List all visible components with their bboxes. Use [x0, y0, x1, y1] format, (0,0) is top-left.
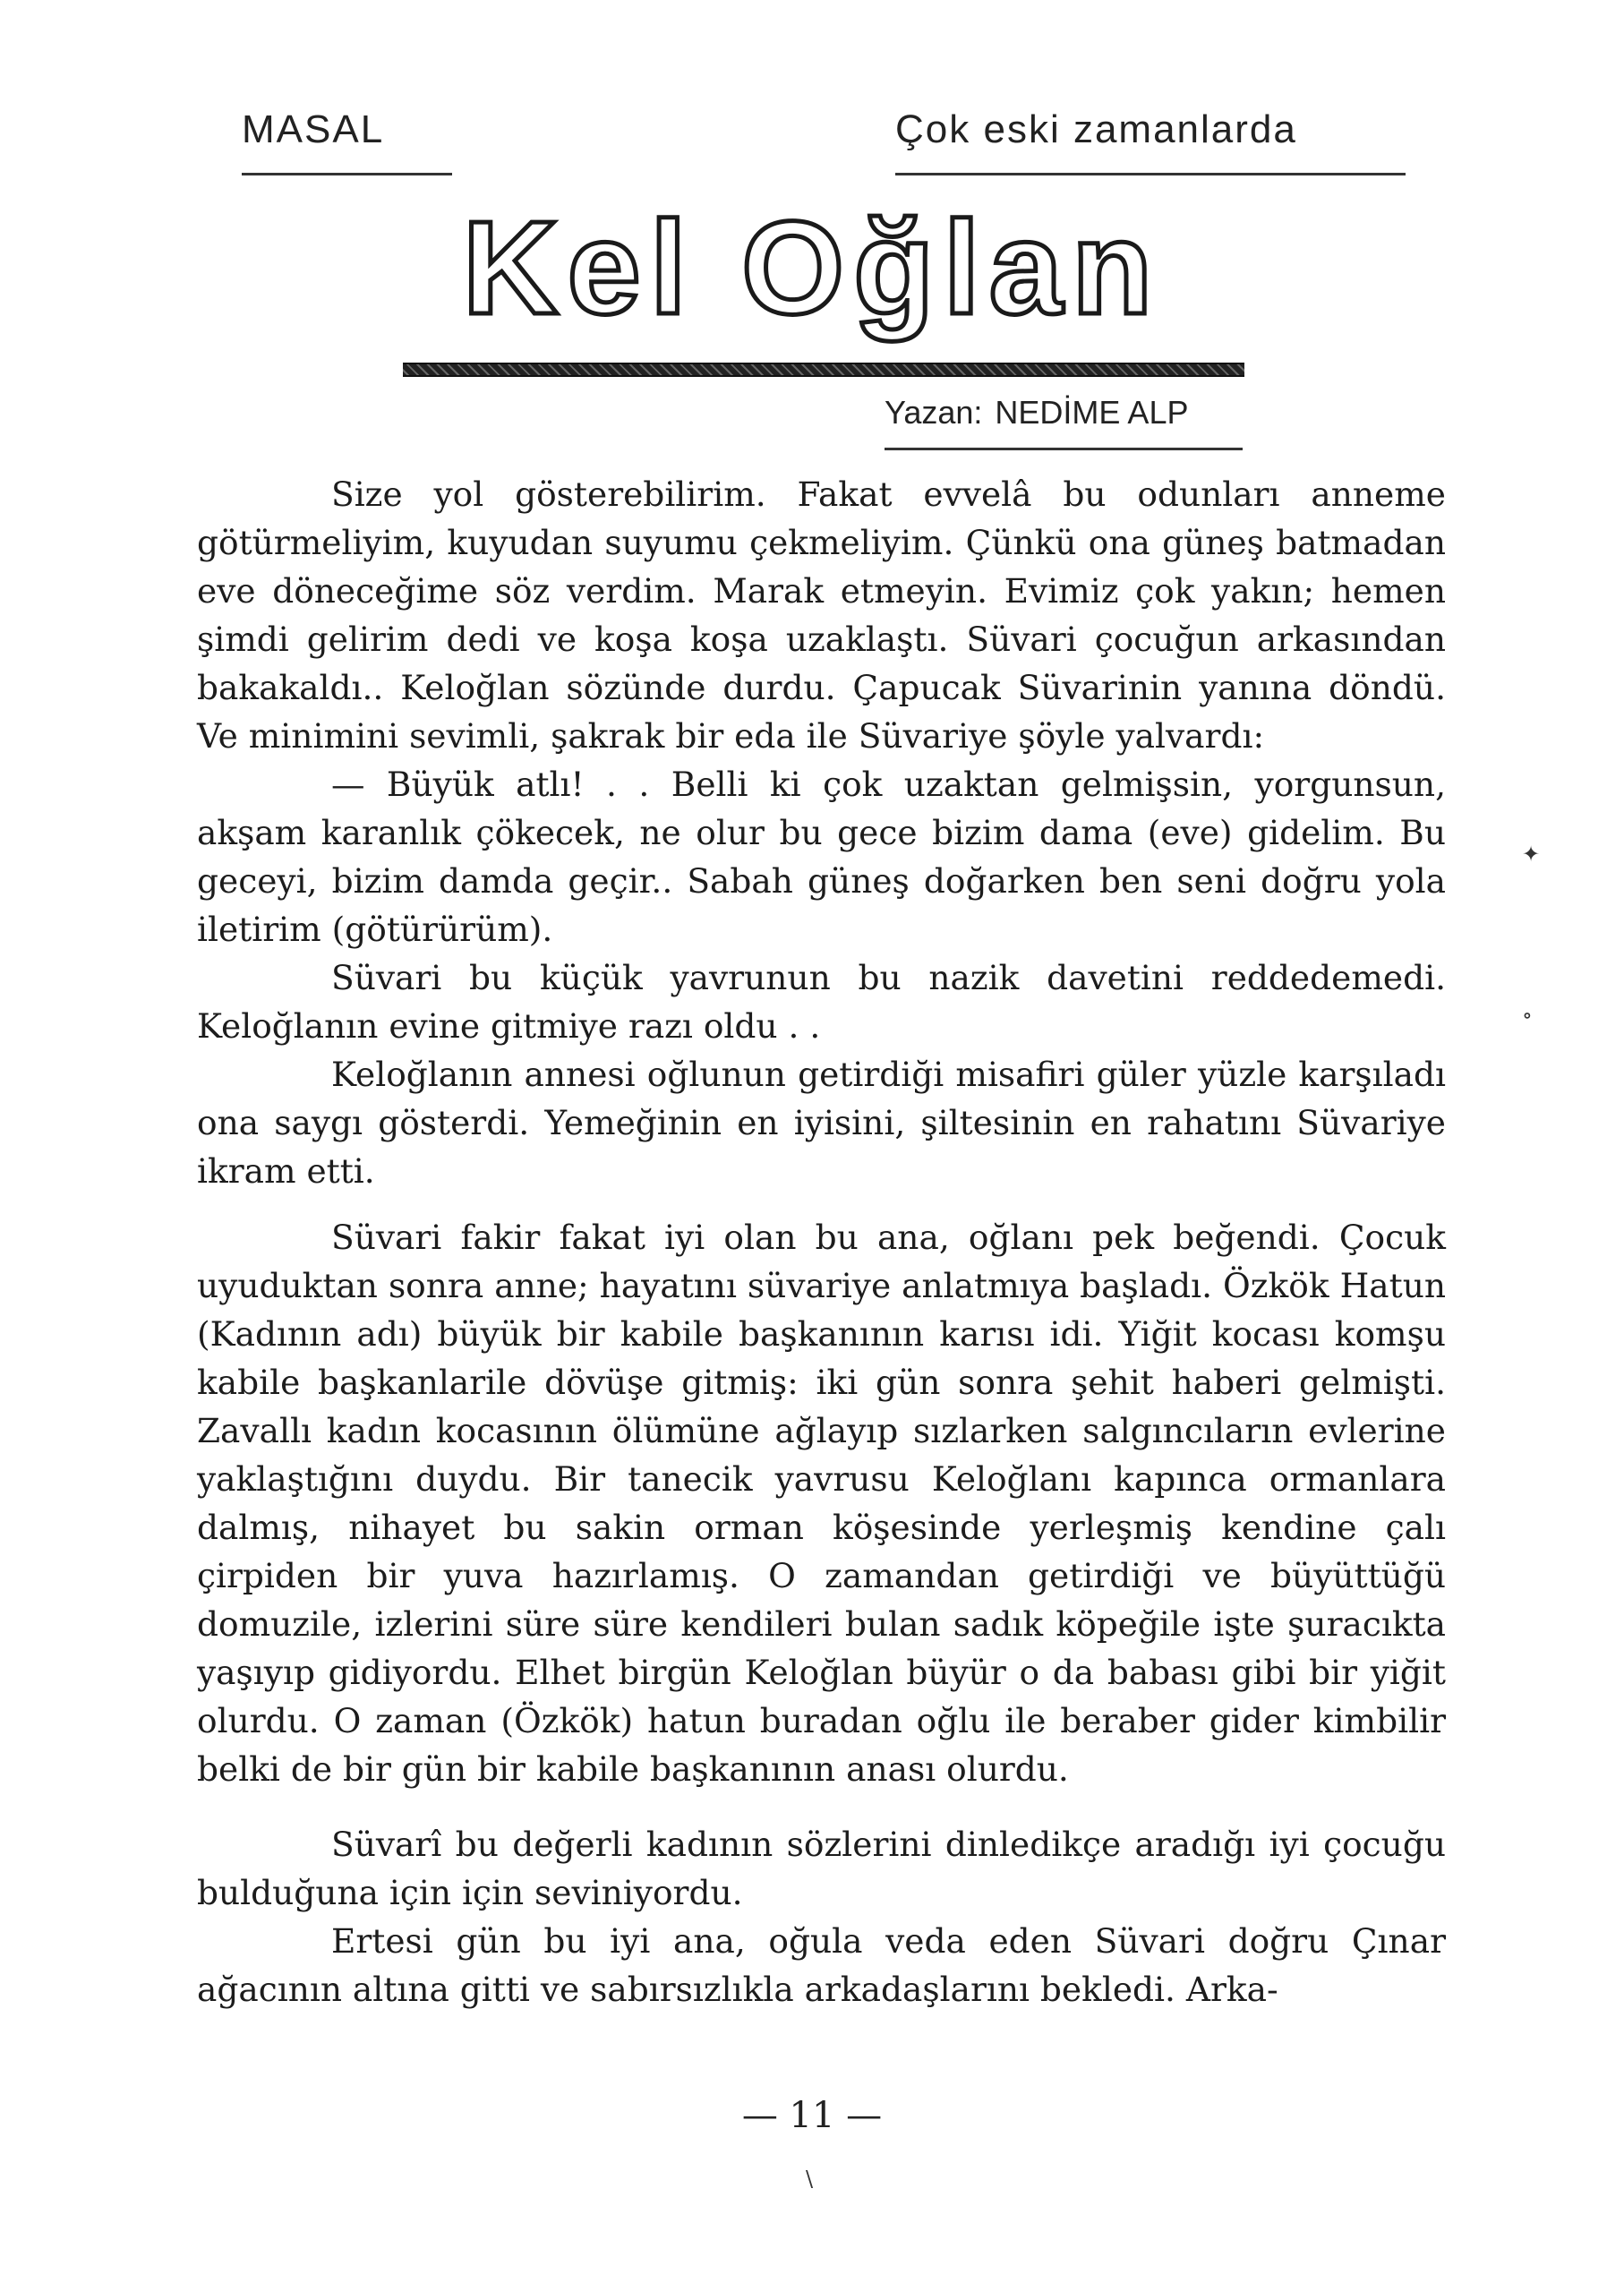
scan-speck: ∘ [1522, 1003, 1533, 1028]
paragraph: Size yol gösterebilirim. Fakat evvelâ bu odunları anneme götürmeliyim, kuyudan suyumu çekmeliyim. Çünkü ona güneş batmadan eve döneceğime söz verdim. Marak etmeyin. Evimiz çok yakın; hemen şimdi gelirim dedi ve koşa koşa uzaklaştı. Süvari çocuğun arkasından bakakaldı.. Keloğlan sözünde durdu. Çapucak Süvarinin yanına döndü. Ve minimini sevimli, şakrak bir eda ile Süvariye şöyle yalvardı: [197, 474, 1446, 756]
section-label-underline [242, 173, 452, 175]
author-label: Yazan: [885, 394, 983, 431]
paragraph: Süvarî bu değerli kadının sözlerini dinledikçe aradığı iyi çocuğu bulduğuna için için seviniyordu. [197, 1825, 1446, 1912]
series-label-underline [895, 173, 1406, 175]
paragraph: Süvari bu küçük yavrunun bu nazik davetini reddedemedi. Keloğlanın evine gitmiye razı oldu . . [197, 958, 1446, 1046]
page-number: — 11 — [741, 2095, 883, 2136]
scan-speck: ✦ [1522, 842, 1541, 867]
paragraph: Süvari fakir fakat iyi olan bu ana, oğlanı pek beğendi. Çocuk uyuduktan sonra anne; hayatını süvariye anlatmıya başladı. Özkök Hatun (Kadının adı) büyük bir kabile başkanının karısı idi. Yiğit kocası komşu kabile başkanlarile dövüşe gitmiş: iki gün sonra şehit haberi gelmişti. Zavallı kadın kocasının ölümüne ağlayıp sızlarken salgıncıların evlerine yaklaştığını duydu. Bir tanecik yavrusu Keloğlanı kapınca ormanlara dalmış, nihayet bu sakin orman köşesinde yerleşmiş kendine çalı çirpiden bir yuva hazırlamış. O zamandan getirdiği ve büyüttüğü domuzile, izlerini süre süre kendileri bulan sadık köpeğile işte şuracıkta yaşıyıp gidiyordu. Elhet birgün Keloğlan büyür o da babası gibi bir yiğit olurdu. O zaman (Özkök) hatun buradan oğlu ile beraber gider kimbilir belki de bir gün bir kabile başkanının anası olurdu. [197, 1218, 1446, 1789]
series-label: Çok eski zamanlarda [895, 107, 1297, 151]
author-name: NEDİME ALP [995, 394, 1189, 431]
scan-speck: \ [806, 2167, 814, 2192]
story-body [197, 470, 1446, 2013]
section-label: MASAL [242, 107, 385, 151]
author-line [885, 394, 1188, 432]
paragraph: — Büyük atlı! . . Belli ki çok uzaktan gelmişsin, yorgunsun, akşam karanlık çökecek, ne olur bu gece bizim dama (eve) gidelim. Bu geceyi, bizim damda geçir.. Sabah güneş doğarken ben seni doğru yola iletirim (götürürüm). [197, 765, 1446, 949]
title-divider [403, 363, 1244, 377]
paragraph: Ertesi gün bu iyi ana, oğula veda eden Süvari doğru Çınar ağacının altına gitti ve sabırsızlıkla arkadaşlarını bekledi. Arka- [197, 1921, 1446, 2009]
paragraph: Keloğlanın annesi oğlunun getirdiği misafiri güler yüzle karşıladı ona saygı gösterdi. Yemeğinin en iyisini, şiltesinin en rahatını Süvariye ikram etti. [197, 1055, 1446, 1191]
author-underline [885, 448, 1243, 450]
story-title: Kel Oğlan [462, 194, 1162, 342]
